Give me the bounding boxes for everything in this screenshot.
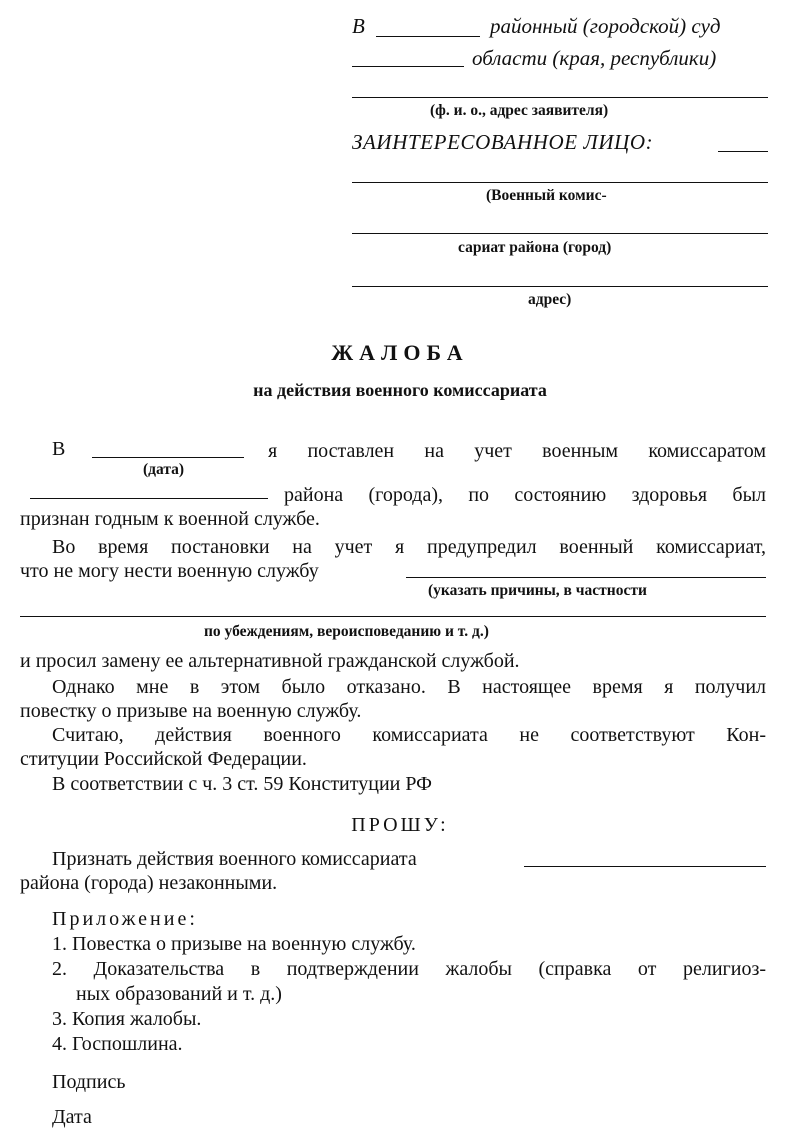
registration-date-field[interactable] [92, 457, 244, 458]
commissariat-caption-3: адрес) [528, 291, 572, 308]
commissariat-field-1[interactable] [352, 182, 768, 183]
p1-v: В [52, 438, 66, 460]
interested-party-label: ЗАИНТЕРЕСОВАННОЕ ЛИЦО: [352, 130, 654, 154]
document-title: ЖАЛОБА [331, 340, 469, 365]
commissariat-caption-1: (Военный комис- [486, 187, 607, 204]
p2-line2: что не могу нести военную службу [20, 560, 319, 582]
court-label: районный (городской) суд [490, 14, 721, 38]
request-line2: района (города) незаконными. [20, 872, 278, 894]
commissariat-caption-2: сариат района (город) [458, 239, 612, 256]
p1-line3: признан годным к военной службе. [20, 508, 320, 530]
p5-text: В соответствии с ч. 3 ст. 59 Конституции РФ [52, 773, 432, 795]
applicant-caption: (ф. и. о., адрес заявителя) [430, 102, 609, 119]
attachments-heading: Приложение: [52, 908, 198, 930]
p4-line2: ституции Российской Федерации. [20, 748, 307, 770]
commissariat-field-3[interactable] [352, 286, 768, 287]
commissariat-field-2[interactable] [352, 233, 768, 234]
region-label: области (края, республики) [472, 46, 717, 70]
attachment-item-3: 3. Копия жалобы. [52, 1008, 202, 1030]
p4-line1: Считаю, действия военного комиссариата не соответствуют Кон- [52, 724, 766, 746]
attachment-item-2b: ных образований и т. д.) [76, 983, 282, 1005]
date-caption: (дата) [143, 461, 185, 478]
region-name-field[interactable] [352, 66, 464, 67]
document-subtitle: на действия военного комиссариата [253, 380, 547, 400]
signature-label: Подпись [52, 1071, 126, 1093]
p3-line2: повестку о призыве на военную службу. [20, 700, 362, 722]
attachment-item-1: 1. Повестка о призыве на военную службу. [52, 933, 416, 955]
applicant-field[interactable] [352, 97, 768, 98]
date-label: Дата [52, 1106, 92, 1128]
district-field[interactable] [30, 498, 268, 499]
interested-party-field[interactable] [718, 151, 768, 152]
request-district-field[interactable] [524, 866, 766, 867]
attachment-item-4: 4. Госпошлина. [52, 1033, 183, 1055]
reason-field-2[interactable] [20, 616, 766, 617]
p1-line2: района (города), по состоянию здоровья был [284, 484, 766, 506]
reason-caption-1: (указать причины, в частности [428, 582, 647, 599]
court-name-field[interactable] [376, 36, 480, 37]
p3-line1: Однако мне в этом было отказано. В настоящее время я получил [52, 676, 766, 698]
reason-field-1[interactable] [406, 577, 766, 578]
p2-line3: и просил замену ее альтернативной гражданской службой. [20, 650, 520, 672]
attachment-item-2a: 2. Доказательства в подтверждении жалобы (справка от религиоз- [52, 958, 766, 980]
header-v: В [352, 14, 365, 38]
p1-text: я поставлен на учет военным комиссаратом [268, 440, 766, 462]
reason-caption-2: по убеждениям, вероисповеданию и т. д.) [204, 623, 489, 640]
request-heading: ПРОШУ: [351, 814, 449, 836]
request-line1: Признать действия военного комиссариата [52, 848, 417, 870]
p2-line1: Во время постановки на учет я предупредил военный комиссариат, [52, 536, 766, 558]
